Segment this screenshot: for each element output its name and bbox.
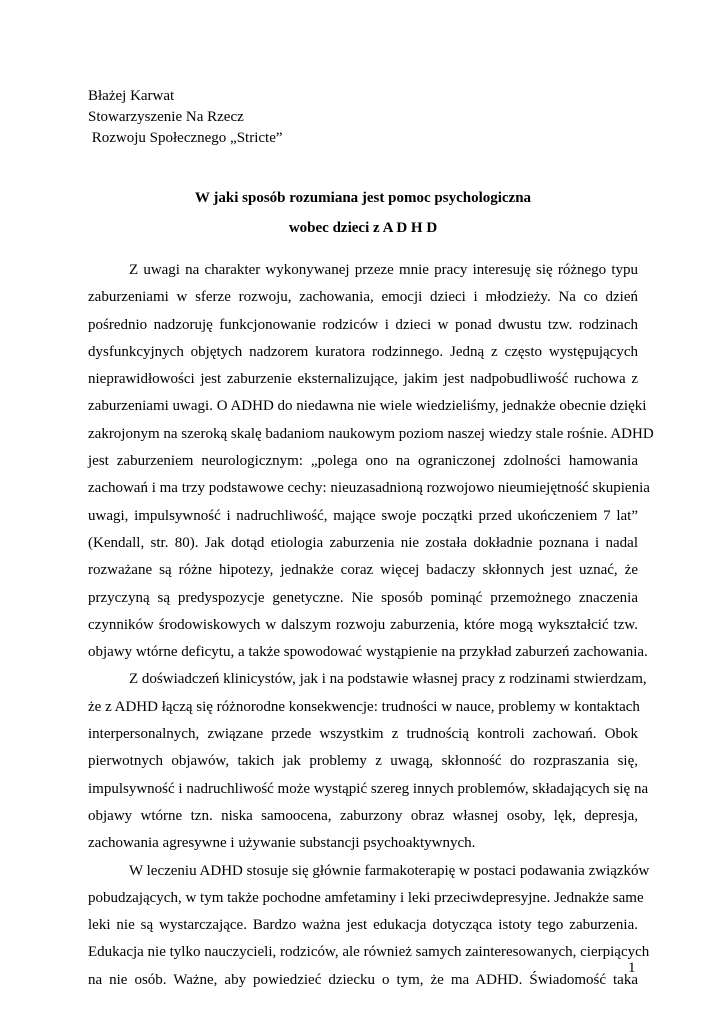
text-line: pierwotnych objawów, takich jak problemy z uwagą, skłonność do rozpraszania się, — [88, 753, 638, 770]
text-line: na nie osób. Ważne, aby powiedzieć dziecku o tym, że ma ADHD. Świadomość taka — [88, 971, 638, 988]
text-line: Z uwagi na charakter wykonywanej przeze mnie pracy interesuję się różnego typu — [129, 262, 638, 278]
text-line: zachowania agresywne i używanie substancji psychoaktywnych. — [88, 835, 476, 852]
text-line: Edukacja nie tylko nauczycieli, rodziców, ale również samych zainteresowanych, cierpiących — [88, 944, 650, 961]
document-body — [88, 257, 654, 994]
text-line: rozważane są różne hipotezy, jednakże coraz więcej badaczy skłonnych jest uznać, że — [88, 562, 638, 579]
text-line: przyczyną są predyspozycje genetyczne. Nie sposób pominąć przemożnego znaczenia — [88, 589, 638, 606]
title-line2: wobec dzieci z A D H D — [288, 220, 438, 236]
text-line: (Kendall, str. 80). Jak dotąd etiologia zaburzenia nie została dokładnie poznana i nadal — [88, 534, 638, 551]
text-line: pośrednio nadzoruję funkcjonowanie rodziców i dzieci w ponad dwustu tzw. rodzinach — [88, 316, 638, 333]
text-line: Z doświadczeń klinicystów, jak i na podstawie własnej pracy z rodzinami stwierdzam, — [129, 671, 647, 688]
paragraph-2 — [88, 666, 649, 857]
text-line: jest zaburzeniem neurologicznym: „polega ono na ograniczonej zdolności hamowania — [88, 453, 638, 470]
author-block — [88, 86, 283, 149]
text-line: objawy wtórne deficytu, a także spowodować wystąpienie na przykład zaburzeń zachowania. — [88, 644, 648, 661]
text-line: interpersonalnych, związane przede wszystkim z trudnością kontroli zachowań. Obok — [88, 726, 638, 743]
document-title — [88, 183, 638, 243]
text-line: uwagi, impulsywność i nadruchliwość, mające swoje początki przed ukończeniem 7 lat” — [88, 507, 638, 524]
text-line: dysfunkcyjnych objętych nadzorem kuratora rodzinnego. Jedną z często występujących — [88, 343, 638, 360]
text-line: W leczeniu ADHD stosuje się głównie farmakoterapię w postaci podawania związków — [129, 862, 650, 879]
text-line: zaburzeniami uwagi. O ADHD do niedawna nie wiele wiedzieliśmy, jednakże obecnie dzięki — [88, 398, 647, 415]
author-org-line2: Rozwoju Społecznego „Stricte” — [88, 130, 283, 146]
text-line: zaburzeniami w sferze rozwoju, zachowania, emocji dzieci i młodzieży. Na co dzień — [88, 289, 638, 306]
text-line: zakrojonym na szeroką skalę badaniom naukowym poziom naszej wiedzy stale rośnie. ADHD — [88, 425, 654, 442]
text-line: czynników środowiskowych w dalszym rozwoju zaburzenia, które mogą wykształcić tzw. — [88, 616, 638, 633]
title-line1: W jaki sposób rozumiana jest pomoc psychologiczna — [194, 190, 532, 206]
text-line: leki nie są wystarczające. Bardzo ważna jest edukacja dotycząca istoty tego zaburzenia. — [88, 917, 638, 934]
text-line: impulsywność i nadruchliwość może wystąpić szereg innych problemów, składających się na — [88, 780, 649, 797]
author-name: Błażej Karwat — [88, 88, 175, 104]
text-line: że z ADHD łączą się różnorodne konsekwencje: trudności w nauce, problemy w kontaktach — [88, 698, 640, 715]
text-line: zachowań i ma trzy podstawowe cechy: nieuzasadnioną rozwojowo nieumiejętność skupienia — [88, 480, 650, 497]
author-org-line1: Stowarzyszenie Na Rzecz — [88, 109, 244, 125]
text-line: objawy wtórne tzn. niska samoocena, zaburzony obraz własnej osoby, lęk, depresja, — [88, 807, 638, 824]
text-line: nieprawidłowości jest zaburzenie eksternalizujące, jakim jest nadpobudliwość ruchowa z — [88, 371, 638, 388]
paragraph-1 — [88, 257, 654, 666]
text-line: pobudzających, w tym także pochodne amfetaminy i leki przeciwdepresyjne. Jednakże same — [88, 889, 644, 906]
paragraph-3 — [88, 858, 650, 994]
page-number: 1 — [628, 960, 636, 976]
